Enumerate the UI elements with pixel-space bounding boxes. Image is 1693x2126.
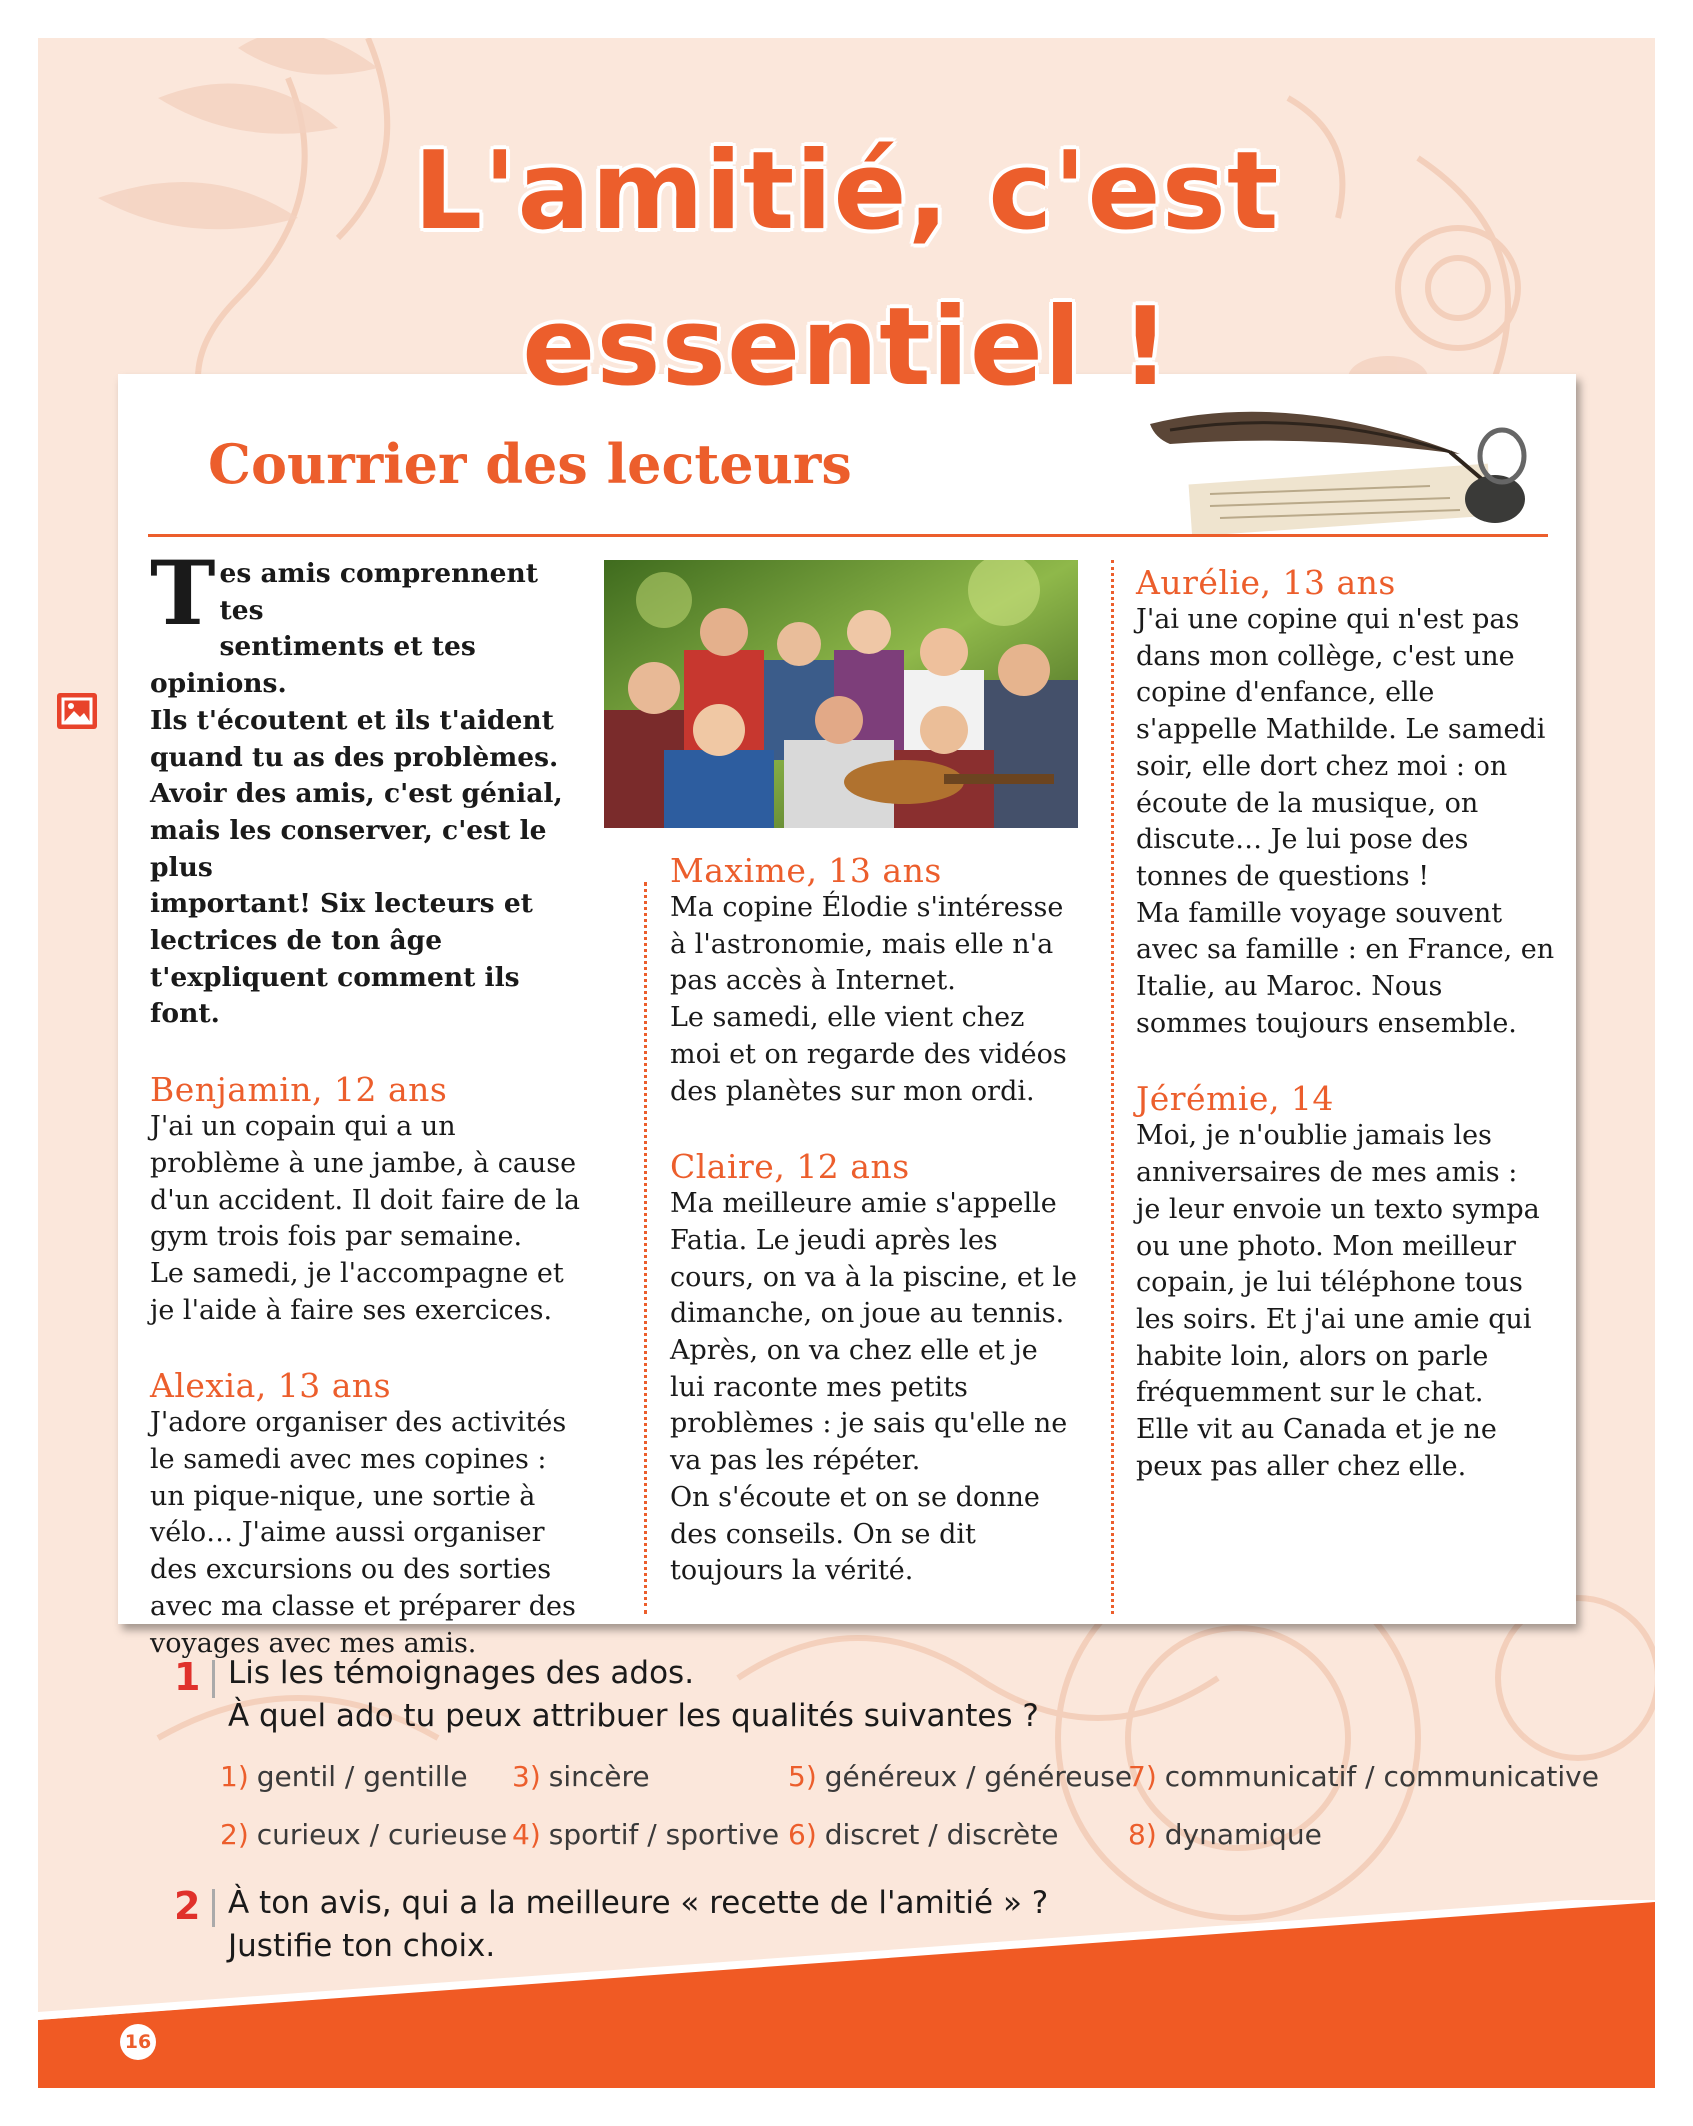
letter-line: Italie, au Maroc. Nous xyxy=(1136,971,1443,1003)
letter-name-benjamin: Benjamin, 12 ans xyxy=(150,1070,448,1110)
letter-line: avec sa famille : en France, en xyxy=(1136,934,1555,966)
intro-line: important! Six lecteurs et xyxy=(150,888,533,920)
column-separator xyxy=(644,882,647,1614)
letter-line: Le samedi, elle vient chez xyxy=(670,1002,1025,1034)
letter-line: les soirs. Et j'ai une amie qui xyxy=(1136,1303,1532,1335)
quill-inkwell-icon xyxy=(1130,394,1550,534)
letter-text-claire xyxy=(670,1186,1090,1590)
letter-text-benjamin xyxy=(150,1109,580,1329)
letter-line: discute… Je lui pose des xyxy=(1136,824,1469,856)
letter-line: vélo… J'aime aussi organiser xyxy=(150,1517,545,1549)
letter-text-maxime xyxy=(670,890,1090,1110)
quality-number: 6) xyxy=(788,1818,817,1851)
letter-line: J'ai une copine qui n'est pas xyxy=(1136,604,1520,635)
letter-line: des conseils. On se dit xyxy=(670,1518,976,1550)
letter-line: voyages avec mes amis. xyxy=(150,1627,477,1659)
letter-line: J'adore organiser des activités xyxy=(150,1407,567,1439)
letter-line: problèmes : je sais qu'elle ne xyxy=(670,1408,1068,1440)
letter-line: d'un accident. Il doit faire de la xyxy=(150,1184,580,1216)
letter-name-maxime: Maxime, 13 ans xyxy=(670,851,942,890)
letter-line: copine d'enfance, elle xyxy=(1136,677,1435,709)
quality-text: communicatif / communicative xyxy=(1164,1760,1599,1793)
letter-line: va pas les répéter. xyxy=(670,1445,921,1477)
bottom-band xyxy=(38,1900,1655,2088)
intro-line: quand tu as des problèmes. xyxy=(150,741,559,773)
image-icon[interactable] xyxy=(56,692,98,730)
letter-line: Ma meilleure amie s'appelle xyxy=(670,1188,1057,1220)
letter-line: copain, je lui téléphone tous xyxy=(1136,1267,1523,1299)
intro-paragraph xyxy=(150,541,580,1033)
exercise-1-number: 1 xyxy=(174,1655,201,1699)
letter-line: dans mon collège, c'est une xyxy=(1136,640,1515,672)
quality-number: 3) xyxy=(512,1760,541,1793)
letter-line: Fatia. Le jeudi après les xyxy=(670,1224,998,1256)
quality-text: sincère xyxy=(548,1760,650,1793)
letter-line: toujours la vérité. xyxy=(670,1555,914,1587)
group-photo xyxy=(604,560,1078,828)
intro-line: lectrices de ton âge xyxy=(150,925,443,957)
letter-line: moi et on regarde des vidéos xyxy=(670,1038,1067,1070)
quality-text: curieux / curieuse xyxy=(256,1818,508,1851)
quality-text: discret / discrète xyxy=(824,1818,1059,1851)
letter-name-aurelie: Aurélie, 13 ans xyxy=(1136,563,1396,602)
section-rule xyxy=(148,534,1548,537)
quality-text: dynamique xyxy=(1164,1818,1322,1851)
exercise-1-line1: Lis les témoignages des ados. xyxy=(228,1655,695,1691)
letter-line: Elle vit au Canada et je ne xyxy=(1136,1414,1497,1446)
letter-line: anniversaires de mes amis : xyxy=(1136,1157,1518,1189)
quality-number: 2) xyxy=(220,1818,249,1851)
letter-line: J'ai un copain qui a un xyxy=(150,1111,456,1143)
letter-line: le samedi avec mes copines : xyxy=(150,1444,547,1476)
letter-line: Après, on va chez elle et je xyxy=(670,1335,1038,1367)
intro-line: Ils t'écoutent et ils t'aident xyxy=(150,704,554,736)
letter-line: On s'écoute et on se donne xyxy=(670,1481,1040,1513)
letter-text-aurelie xyxy=(1136,602,1566,1042)
intro-line: sentiments et tes opinions. xyxy=(150,631,476,700)
intro-line: Avoir des amis, c'est génial, xyxy=(150,778,563,810)
letter-line: habite loin, alors on parle xyxy=(1136,1340,1489,1372)
section-title: Courrier des lecteurs xyxy=(208,432,852,496)
letter-line: sommes toujours ensemble. xyxy=(1136,1007,1517,1039)
letter-line: Ma copine Élodie s'intéresse xyxy=(670,892,1064,923)
letter-line: gym trois fois par semaine. xyxy=(150,1221,523,1253)
letter-line: Ma famille voyage souvent xyxy=(1136,897,1503,929)
exercise-1-line2: À quel ado tu peux attribuer les qualités suivantes ? xyxy=(228,1698,1039,1734)
quality-number: 8) xyxy=(1128,1818,1157,1851)
quality-number: 7) xyxy=(1128,1760,1157,1793)
page-number: 16 xyxy=(120,2024,156,2060)
letter-line: problème à une jambe, à cause xyxy=(150,1147,577,1179)
quality-number: 1) xyxy=(220,1760,249,1793)
quality-text: sportif / sportive xyxy=(548,1818,780,1851)
column-1 xyxy=(150,541,580,1662)
exercise-2-line2: Justifie ton choix. xyxy=(228,1928,496,1964)
column-separator xyxy=(1111,560,1114,1614)
letter-line: fréquemment sur le chat. xyxy=(1136,1377,1484,1409)
intro-line: es amis comprennent tes xyxy=(219,558,539,626)
letter-name-claire: Claire, 12 ans xyxy=(670,1147,910,1187)
letter-text-jeremie xyxy=(1136,1118,1566,1485)
letter-line: avec ma classe et préparer des xyxy=(150,1590,576,1622)
letter-line: dimanche, on joue au tennis. xyxy=(670,1298,1065,1330)
main-title-line2: essentiel ! xyxy=(522,285,1171,410)
quality-number: 5) xyxy=(788,1760,817,1793)
letter-line: ou une photo. Mon meilleur xyxy=(1136,1230,1516,1262)
letter-line: des excursions ou des sorties xyxy=(150,1554,552,1586)
letter-name-jeremie: Jérémie, 14 xyxy=(1136,1079,1334,1119)
quality-number: 4) xyxy=(512,1818,541,1851)
dropcap: T xyxy=(150,541,216,645)
quality-text: gentil / gentille xyxy=(256,1760,468,1793)
intro-line: mais les conserver, c'est le plus xyxy=(150,814,547,883)
intro-line: t'expliquent comment ils font. xyxy=(150,961,520,1030)
quality-text: généreux / généreuse xyxy=(824,1760,1133,1793)
letter-line: lui raconte mes petits xyxy=(670,1371,968,1403)
letter-line: s'appelle Mathilde. Le samedi xyxy=(1136,714,1546,746)
letter-line: un pique-nique, une sortie à xyxy=(150,1480,536,1512)
letter-line: Le samedi, je l'accompagne et xyxy=(150,1257,564,1289)
letter-line: tonnes de questions ! xyxy=(1136,860,1430,892)
main-title-line1: L'amitié, c'est xyxy=(413,129,1280,254)
letter-line: pas accès à Internet. xyxy=(670,965,956,997)
letter-line: je l'aide à faire ses exercices. xyxy=(150,1294,553,1326)
column-2 xyxy=(670,852,1090,1590)
letter-name-alexia: Alexia, 13 ans xyxy=(150,1366,392,1406)
letter-line: cours, on va à la piscine, et le xyxy=(670,1261,1077,1293)
readers-letters-panel xyxy=(118,374,1576,1659)
letter-line: des planètes sur mon ordi. xyxy=(670,1075,1035,1107)
letter-line: soir, elle dort chez moi : on xyxy=(1136,750,1508,782)
letter-line: à l'astronomie, mais elle n'a xyxy=(670,928,1054,960)
letter-line: je leur envoie un texto sympa xyxy=(1136,1193,1540,1225)
exercise-2-line1: À ton avis, qui a la meilleure « recette de l'amitié » ? xyxy=(228,1885,1049,1921)
letter-line: écoute de la musique, on xyxy=(1136,787,1479,819)
column-3 xyxy=(1136,564,1566,1485)
letter-text-alexia xyxy=(150,1405,580,1662)
exercise-2-number: 2 xyxy=(174,1884,201,1928)
letter-line: peux pas aller chez elle. xyxy=(1136,1450,1467,1482)
letter-line: Moi, je n'oublie jamais les xyxy=(1136,1120,1492,1152)
